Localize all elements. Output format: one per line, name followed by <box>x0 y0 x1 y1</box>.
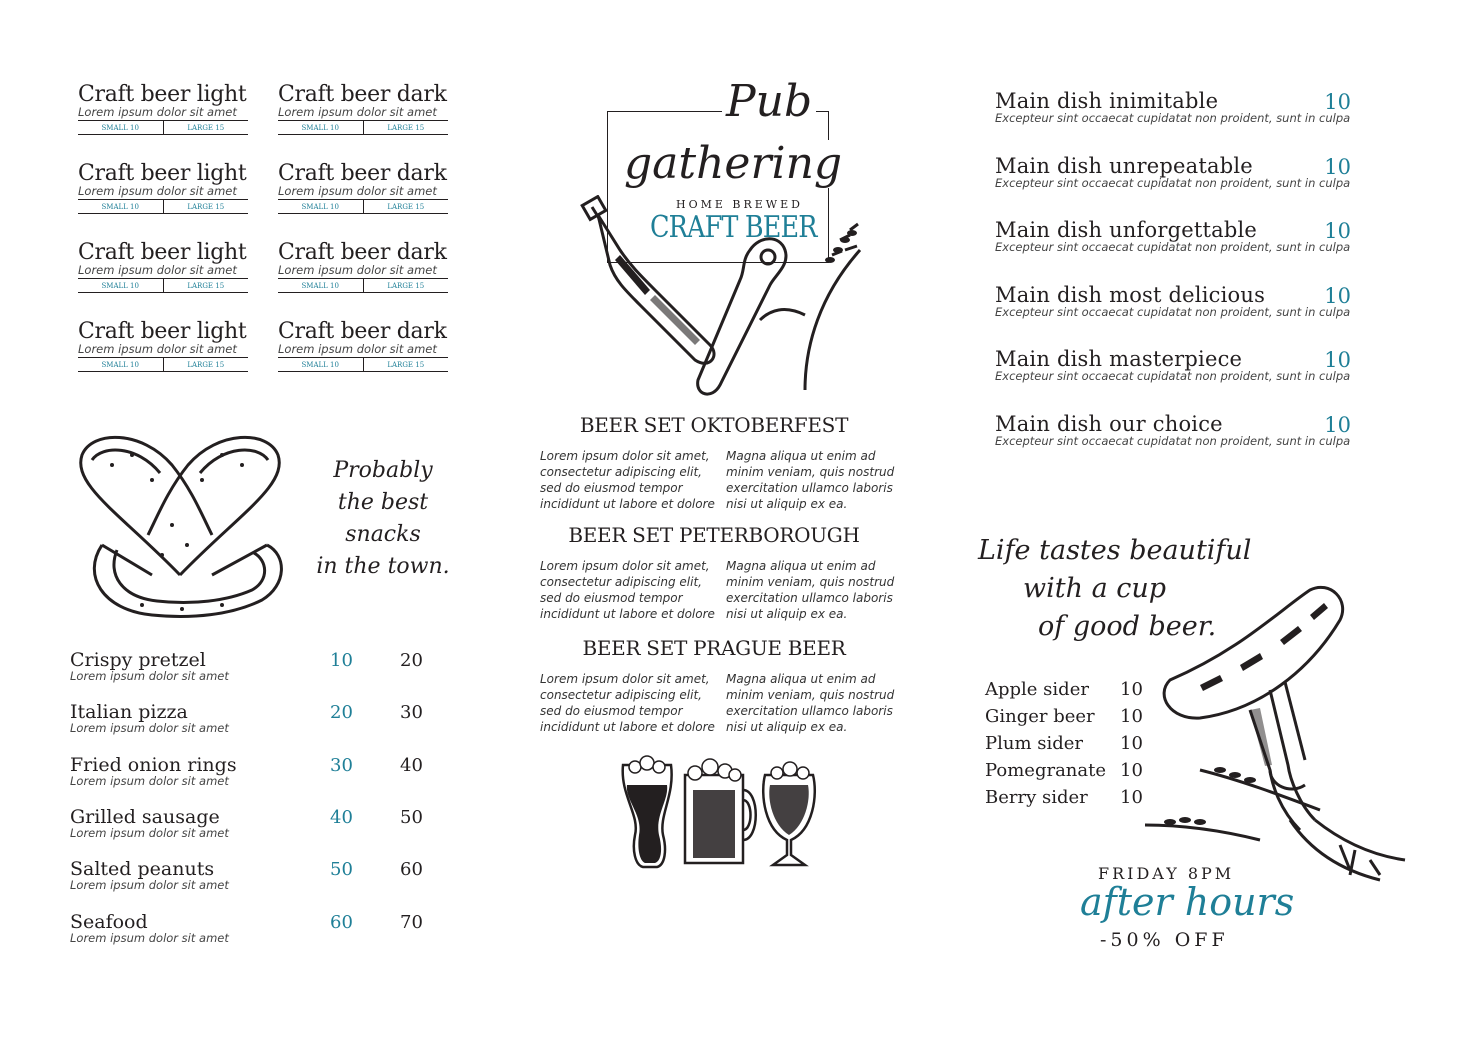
snack-price-large: 70 <box>400 911 423 933</box>
beer-name: Craft beer dark <box>278 161 447 186</box>
dish-price: 10 <box>1324 412 1351 437</box>
drink-price: 10 <box>1120 787 1143 808</box>
promo-title: after hours <box>1080 880 1295 924</box>
beer-set-description-line: minim veniam, quis nostrud <box>726 688 895 702</box>
dish-price: 10 <box>1324 154 1351 179</box>
dish-price: 10 <box>1324 219 1351 243</box>
beer-sizes <box>78 121 248 135</box>
craft-beer-card <box>278 321 448 372</box>
beer-large-price: LARGE 15 <box>363 358 449 371</box>
dish-description: Excepteur sint occaecat cupidatat non proident, sunt in culpa <box>995 111 1351 125</box>
snack-price-large: 30 <box>400 702 423 724</box>
snack-name: Grilled sausage <box>70 805 220 828</box>
snack-item <box>70 755 430 799</box>
drink-item <box>985 680 1145 700</box>
sausage-fork-illustration <box>1140 570 1410 905</box>
beer-set-description-line: nisi ut aliquip ex ea. <box>726 497 848 511</box>
main-dish-item <box>995 219 1351 269</box>
beer-set-description-line: consectetur adipiscing elit, <box>540 688 702 702</box>
beer-set-description-line: exercitation ullamco laboris <box>726 704 893 718</box>
beer-large-price: LARGE 15 <box>163 279 249 292</box>
beer-set-description-line: sed do eiusmod tempor <box>540 481 683 495</box>
craft-beer-card <box>278 242 448 293</box>
drink-item <box>985 761 1145 781</box>
beer-set-title: BEER SET PRAGUE BEER <box>582 636 846 660</box>
snack-item <box>70 912 430 956</box>
craft-beer-card <box>278 84 448 135</box>
drink-item <box>985 734 1145 754</box>
beer-name: Craft beer light <box>78 161 247 186</box>
snack-item <box>70 702 430 746</box>
beer-large-price: LARGE 15 <box>163 358 249 371</box>
beer-set-description-line: minim veniam, quis nostrud <box>726 575 895 589</box>
dish-price: 10 <box>1324 348 1351 372</box>
snack-name: Fried onion rings <box>70 753 237 776</box>
beer-description: Lorem ipsum dolor sit amet <box>278 106 448 121</box>
beer-sizes <box>278 200 448 214</box>
dish-description: Excepteur sint occaecat cupidatat non proident, sunt in culpa <box>995 369 1351 383</box>
snack-name: Salted peanuts <box>70 858 215 881</box>
snack-description: Lorem ipsum dolor sit amet <box>70 930 229 945</box>
pretzel-illustration <box>62 425 298 623</box>
beer-set-title: BEER SET OKTOBERFEST <box>579 413 849 437</box>
drinks-tagline-line: of good beer. <box>1038 611 1217 642</box>
drinks-tagline-line: Life tastes beautiful <box>978 535 1252 566</box>
snacks-tagline <box>298 455 468 583</box>
beer-small-price: SMALL 10 <box>101 361 139 369</box>
beer-set-description-column <box>726 448 904 512</box>
beer-sizes <box>78 200 248 214</box>
drink-price: 10 <box>1120 679 1143 700</box>
beer-small-price: SMALL 10 <box>301 282 339 290</box>
snack-description: Lorem ipsum dolor sit amet <box>70 773 229 788</box>
beer-set-description-line: Magna aliqua ut enim ad <box>726 672 876 686</box>
beer-set-description-line: consectetur adipiscing elit, <box>540 465 702 479</box>
beer-set-description-line: Lorem ipsum dolor sit amet, <box>540 672 710 686</box>
logo-craft-beer: CRAFT BEER <box>650 210 817 245</box>
snack-name: Seafood <box>70 910 148 933</box>
beer-sizes <box>78 279 248 293</box>
drink-name: Apple sider <box>985 679 1089 700</box>
beer-glasses-illustration <box>615 755 835 875</box>
snack-price-small: 60 <box>330 911 353 933</box>
beer-name: Craft beer dark <box>278 319 447 344</box>
beer-sizes <box>278 358 448 372</box>
main-dish-item <box>995 348 1351 398</box>
beer-name: Craft beer light <box>78 319 247 344</box>
snack-description: Lorem ipsum dolor sit amet <box>70 878 229 893</box>
beer-description: Lorem ipsum dolor sit amet <box>78 185 248 200</box>
dish-name: Main dish masterpiece <box>995 347 1243 371</box>
beer-large-price: LARGE 15 <box>163 200 249 213</box>
beer-name: Craft beer light <box>78 240 247 265</box>
beer-small-price: SMALL 10 <box>101 282 139 290</box>
dish-name: Main dish inimitable <box>995 89 1219 113</box>
snack-description: Lorem ipsum dolor sit amet <box>70 669 229 683</box>
beer-set-description-column <box>540 558 718 622</box>
beer-set-description-line: incididunt ut labore et dolore <box>540 720 715 734</box>
snack-name: Crispy pretzel <box>70 649 206 671</box>
beer-set-description-line: nisi ut aliquip ex ea. <box>726 720 848 734</box>
beer-set-description-line: nisi ut aliquip ex ea. <box>726 607 848 621</box>
snack-price-large: 20 <box>400 650 423 671</box>
snacks-tagline-line: the best snacks <box>337 490 429 547</box>
main-dish-item <box>995 284 1351 334</box>
beer-small-price: SMALL 10 <box>101 124 139 132</box>
craft-beer-card <box>78 321 248 372</box>
snack-price-small: 30 <box>330 754 353 776</box>
drink-price: 10 <box>1120 733 1143 754</box>
logo-pub: Pub <box>722 80 816 124</box>
main-dish-item <box>995 155 1351 205</box>
dish-description: Excepteur sint occaecat cupidatat non proident, sunt in culpa <box>995 240 1351 254</box>
beer-set-description-column <box>726 671 904 735</box>
drinks-tagline-line: with a cup <box>1023 573 1167 604</box>
beer-set-description-line: exercitation ullamco laboris <box>726 481 893 495</box>
beer-description: Lorem ipsum dolor sit amet <box>78 264 248 279</box>
beer-name: Craft beer dark <box>278 82 447 107</box>
beer-set-description-line: incididunt ut labore et dolore <box>540 607 715 621</box>
beer-set-description-line: Lorem ipsum dolor sit amet, <box>540 449 710 463</box>
craft-beer-card <box>78 242 248 293</box>
beer-small-price: SMALL 10 <box>101 203 139 211</box>
drink-name: Pomegranate <box>985 760 1107 781</box>
promo-day: FRIDAY 8PM <box>1098 864 1235 883</box>
promo-discount: -50% OFF <box>1100 929 1229 951</box>
snack-item <box>70 859 430 903</box>
beer-bottle-opener-illustration <box>580 195 880 400</box>
drink-name: Berry sider <box>985 787 1088 808</box>
snack-price-large: 40 <box>400 754 423 776</box>
drink-item <box>985 707 1145 727</box>
beer-set-description-column <box>540 671 718 735</box>
drink-price: 10 <box>1120 760 1143 781</box>
dish-name: Main dish most delicious <box>995 282 1266 307</box>
snack-price-small: 40 <box>330 806 353 828</box>
beer-set-description-line: Magna aliqua ut enim ad <box>726 559 876 573</box>
drink-item <box>985 788 1145 808</box>
dish-name: Main dish unforgettable <box>995 218 1258 242</box>
snack-price-small: 10 <box>330 650 353 671</box>
snack-price-large: 60 <box>400 859 423 881</box>
beer-description: Lorem ipsum dolor sit amet <box>278 343 448 358</box>
beer-large-price: LARGE 15 <box>163 121 249 134</box>
dish-description: Excepteur sint occaecat cupidatat non proident, sunt in culpa <box>995 304 1351 319</box>
snack-item <box>70 650 430 694</box>
dish-name: Main dish our choice <box>995 411 1223 436</box>
beer-set-description-column <box>726 558 904 622</box>
snacks-tagline-line: Probably <box>333 458 433 483</box>
beer-small-price: SMALL 10 <box>301 361 339 369</box>
logo-home-brewed: HOME BREWED <box>676 198 803 211</box>
snacks-tagline-line: in the town. <box>316 554 450 579</box>
beer-large-price: LARGE 15 <box>363 121 449 134</box>
beer-set-title: BEER SET PETERBOROUGH <box>568 523 860 547</box>
drink-name: Plum sider <box>985 733 1084 754</box>
beer-set-description-line: Magna aliqua ut enim ad <box>726 449 876 463</box>
beer-set-description-line: consectetur adipiscing elit, <box>540 575 702 589</box>
snack-price-small: 50 <box>330 859 353 881</box>
beer-small-price: SMALL 10 <box>301 124 339 132</box>
beer-description: Lorem ipsum dolor sit amet <box>278 185 448 200</box>
snack-item <box>70 807 430 851</box>
beer-sizes <box>278 121 448 135</box>
snack-description: Lorem ipsum dolor sit amet <box>70 721 229 736</box>
beer-set-description-line: sed do eiusmod tempor <box>540 591 683 605</box>
craft-beer-card <box>78 163 248 214</box>
beer-name: Craft beer dark <box>278 240 447 265</box>
dish-description: Excepteur sint occaecat cupidatat non proident, sunt in culpa <box>995 433 1351 448</box>
main-dish-item <box>995 90 1351 140</box>
beer-set-description-line: Lorem ipsum dolor sit amet, <box>540 559 710 573</box>
dish-price: 10 <box>1324 283 1351 308</box>
snack-price-small: 20 <box>330 702 353 724</box>
beer-description: Lorem ipsum dolor sit amet <box>278 264 448 279</box>
beer-sizes <box>278 279 448 293</box>
snack-price-large: 50 <box>400 806 423 828</box>
beer-set-description-line: exercitation ullamco laboris <box>726 591 893 605</box>
dish-name: Main dish unrepeatable <box>995 153 1253 178</box>
main-dish-item <box>995 413 1351 463</box>
drink-price: 10 <box>1120 706 1143 727</box>
snack-description: Lorem ipsum dolor sit amet <box>70 825 229 840</box>
beer-name: Craft beer light <box>78 82 247 107</box>
beer-large-price: LARGE 15 <box>363 279 449 292</box>
dish-description: Excepteur sint occaecat cupidatat non proident, sunt in culpa <box>995 175 1351 190</box>
beer-set-description-line: incididunt ut labore et dolore <box>540 497 715 511</box>
beer-large-price: LARGE 15 <box>363 200 449 213</box>
craft-beer-card <box>78 84 248 135</box>
logo-gathering: gathering <box>620 140 846 188</box>
dish-price: 10 <box>1324 90 1351 114</box>
beer-sizes <box>78 358 248 372</box>
beer-set-description-line: minim veniam, quis nostrud <box>726 465 895 479</box>
craft-beer-card <box>278 163 448 214</box>
beer-description: Lorem ipsum dolor sit amet <box>78 343 248 358</box>
beer-description: Lorem ipsum dolor sit amet <box>78 106 248 121</box>
drink-name: Ginger beer <box>985 706 1095 727</box>
beer-set-description-line: sed do eiusmod tempor <box>540 704 683 718</box>
snack-name: Italian pizza <box>70 701 188 724</box>
beer-set-description-column <box>540 448 718 512</box>
beer-small-price: SMALL 10 <box>301 203 339 211</box>
